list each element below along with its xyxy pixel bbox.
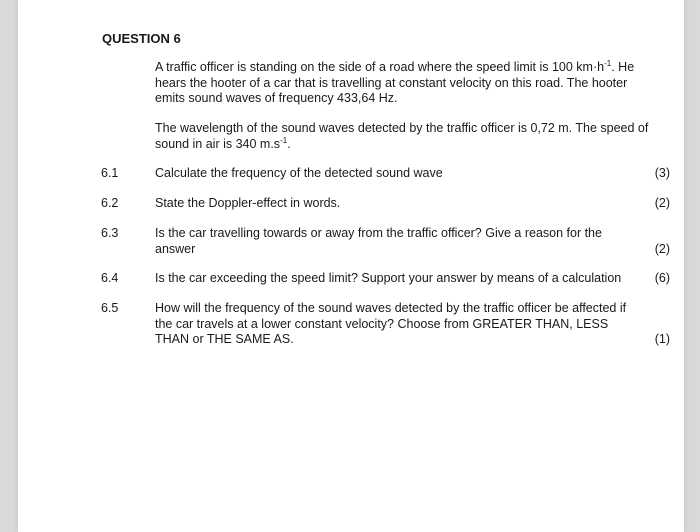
question-marks: (3)	[654, 166, 670, 180]
question-number: 6.1	[101, 166, 119, 180]
question-text: Calculate the frequency of the detected sound wave	[155, 166, 443, 180]
question-text: How will the frequency of the sound waves detected by the traffic officer be affected if the car travels at a lower constant velocity? Choose from GREATER THAN, LESS THAN or THE SAME AS.	[155, 301, 627, 346]
question-text: Is the car exceeding the speed limit? Support your answer by means of a calculation	[155, 271, 622, 285]
question-text: Is the car travelling towards or away from the traffic officer? Give a reason for the answer	[155, 226, 602, 256]
question-number: 6.4	[101, 271, 119, 285]
question-marks: (2)	[654, 196, 670, 210]
question-text: State the Doppler-effect in words.	[155, 196, 341, 210]
unit-superscript: -1	[280, 135, 288, 145]
question-number: 6.5	[101, 301, 119, 315]
intro-text-2a: The wavelength of the sound waves detected by the traffic officer is 0,72 m. The speed of sound in air is 340 m.s	[155, 121, 649, 151]
question-number: 6.2	[101, 196, 119, 210]
intro-text-1a: A traffic officer is standing on the side of a road where the speed limit is 100 km·h	[155, 60, 605, 74]
intro-text-2b: .	[287, 136, 291, 151]
intro-paragraph-2	[155, 121, 655, 152]
intro-paragraph-1	[155, 60, 655, 107]
question-marks: (2)	[654, 242, 670, 256]
question-marks: (6)	[654, 271, 670, 285]
unit-superscript: -1	[604, 58, 612, 68]
question-number: 6.3	[101, 226, 119, 240]
intro-text-1b: . He hears the hooter of a car that is travelling at constant velocity on this road. The hooter emits sound waves of frequency 433,64 Hz.	[155, 60, 635, 105]
exam-page	[18, 0, 684, 532]
question-marks: (1)	[654, 332, 670, 346]
question-heading: QUESTION 6	[102, 31, 181, 46]
